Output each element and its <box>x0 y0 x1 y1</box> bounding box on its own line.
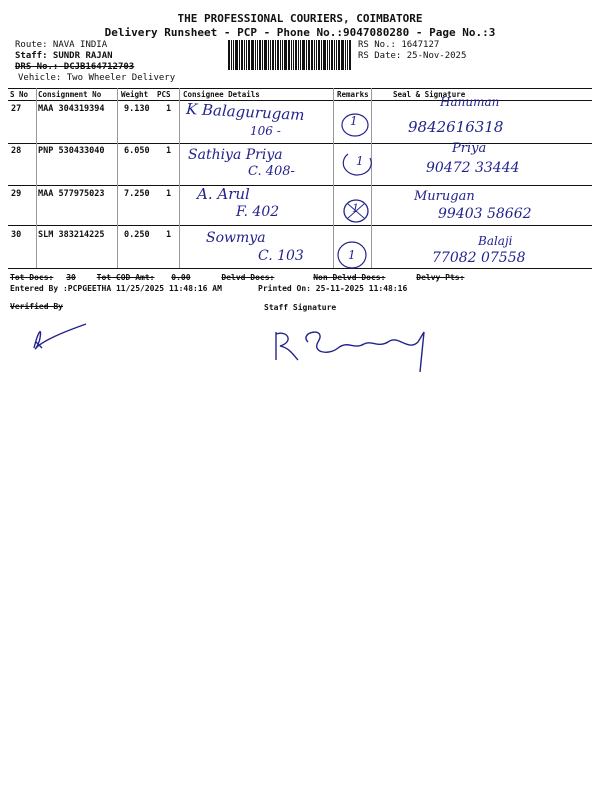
barcode-bar <box>259 40 261 70</box>
consignee-unit: C. 103 <box>258 248 304 264</box>
row-pcs: 1 <box>166 104 172 114</box>
barcode-bar <box>235 40 238 70</box>
barcode-bar <box>244 40 245 70</box>
barcode-bar <box>306 40 307 70</box>
barcode-bar <box>228 40 230 70</box>
verified-signature <box>28 318 98 358</box>
barcode-image <box>228 40 354 70</box>
row-divider <box>8 225 592 226</box>
tot-cod-label: Tot COD Amt: <box>96 273 155 282</box>
document-subtitle: Delivery Runsheet - PCP - Phone No.:9047080280 - Page No.:3 <box>104 26 496 39</box>
barcode-bar <box>323 40 326 70</box>
drs-number <box>15 62 134 72</box>
header-signature: Seal & Signature <box>393 90 466 99</box>
row-pcs: 1 <box>166 230 172 240</box>
barcode-bar <box>251 40 254 70</box>
staff-signature <box>268 312 458 374</box>
row-consignment: PNP 530433040 <box>38 146 105 156</box>
staff-label: Staff: SUNDR RAJAN <box>15 51 113 61</box>
table-bottom-rule <box>8 268 592 269</box>
barcode-bar <box>314 40 315 70</box>
column-divider <box>371 88 372 268</box>
row-sno: 28 <box>11 146 22 156</box>
barcode-bar <box>277 40 279 70</box>
delvy-pts-label: Delvy Pts: <box>416 273 465 282</box>
barcode-bar <box>268 40 269 70</box>
barcode-bar <box>288 40 290 70</box>
row-weight: 7.250 <box>124 189 150 199</box>
consignee-name: K Balagurugam <box>185 99 305 125</box>
consignee-unit: 106 - <box>250 124 281 138</box>
barcode-bar <box>349 40 351 70</box>
rs-date: RS Date: 25-Nov-2025 <box>358 51 467 61</box>
staff-signature-text <box>300 355 306 356</box>
barcode-bar <box>280 40 281 70</box>
route-label: Route: NAVA INDIA <box>15 40 108 50</box>
table-top-rule <box>8 88 592 89</box>
receiver-phone: 9842616318 <box>408 118 504 136</box>
signer-signature: Balaji <box>478 234 513 248</box>
barcode-bar <box>318 40 320 70</box>
barcode-bar <box>338 40 340 70</box>
barcode-bar <box>341 40 344 70</box>
non-delvd-docs-label: Non Delvd Docs: <box>313 273 386 282</box>
barcode-bar <box>233 40 234 70</box>
remark-value: 1 <box>350 114 358 128</box>
drs-label: DRS No.: <box>15 62 59 72</box>
barcode-bar <box>331 40 333 70</box>
barcode-bar <box>327 40 328 70</box>
barcode-bar <box>264 40 267 70</box>
barcode-bar <box>298 40 299 70</box>
consignee-unit: C. 408- <box>248 164 295 179</box>
header-consignment: Consignment No <box>38 90 102 99</box>
header-sno: S No <box>10 90 29 99</box>
barcode-bar <box>246 40 247 70</box>
delvd-docs-label: Delvd Docs: <box>221 273 275 282</box>
column-divider <box>179 88 180 268</box>
drs-value: DCJB164712703 <box>63 62 135 72</box>
consignee-unit: F. 402 <box>236 204 280 220</box>
barcode-bar <box>239 40 240 70</box>
row-weight: 0.250 <box>124 230 150 240</box>
barcode-bar <box>257 40 258 70</box>
row-divider <box>8 185 592 186</box>
receiver-phone: 77082 07558 <box>432 250 526 266</box>
header-consignee: Consignee Details <box>183 90 260 99</box>
table-header-rule <box>8 100 592 101</box>
column-divider <box>333 88 334 268</box>
barcode-bar <box>334 40 335 70</box>
row-consignment: MAA 304319394 <box>38 104 105 114</box>
header-pcs: PCS <box>157 90 171 99</box>
barcode-bar <box>282 40 283 70</box>
barcode-bar <box>291 40 292 70</box>
rs-number: RS No.: 1647127 <box>358 40 440 50</box>
barcode-bar <box>316 40 317 70</box>
barcode-bar <box>231 40 232 70</box>
row-consignment: SLM 383214225 <box>38 230 105 240</box>
row-sno: 30 <box>11 230 22 240</box>
barcode-bar <box>284 40 287 70</box>
staff-signature-label: Staff Signature <box>264 303 337 312</box>
barcode-bar <box>329 40 330 70</box>
receiver-phone: 99403 58662 <box>438 206 532 222</box>
signer-signature: Murugan <box>414 189 475 204</box>
consignee-name: Sowmya <box>206 230 266 246</box>
header-weight: Weight <box>121 90 149 99</box>
signer-signature: Hanuman <box>440 95 500 109</box>
barcode-bar <box>255 40 256 70</box>
barcode-bar <box>336 40 337 70</box>
barcode-bar <box>308 40 310 70</box>
column-divider <box>36 88 37 268</box>
row-consignment: MAA 577975023 <box>38 189 105 199</box>
barcode-bar <box>295 40 297 70</box>
barcode-bar <box>345 40 346 70</box>
header-remarks: Remarks <box>337 90 369 99</box>
signer-signature: Priya <box>452 141 487 156</box>
barcode-bar <box>241 40 243 70</box>
consignee-name: A. Arul <box>197 185 250 203</box>
printed-on: Printed On: 25-11-2025 11:48:16 <box>258 284 408 293</box>
row-sno: 29 <box>11 189 22 199</box>
remark-value: 1 <box>356 154 364 168</box>
barcode-bar <box>275 40 276 70</box>
entered-by: Entered By :PCPGEETHA 11/25/2025 11:48:16 AM <box>10 284 222 293</box>
barcode-bar <box>311 40 313 70</box>
row-weight: 6.050 <box>124 146 150 156</box>
tot-docs-label: Tot Docs: <box>10 273 54 282</box>
barcode-bar <box>302 40 305 70</box>
remark-value: 1 <box>348 248 356 262</box>
tot-cod-value: 0.00 <box>171 273 191 282</box>
barcode-bar <box>300 40 301 70</box>
barcode-bar <box>270 40 271 70</box>
remark-value: 1 <box>352 202 359 215</box>
row-pcs: 1 <box>166 146 172 156</box>
row-divider <box>8 143 592 144</box>
barcode-bar <box>262 40 263 70</box>
barcode-bar <box>347 40 348 70</box>
tot-docs-value: 30 <box>66 273 76 282</box>
totals-line <box>10 273 464 282</box>
barcode-bar <box>321 40 322 70</box>
consignee-name: Sathiya Priya <box>188 147 283 163</box>
vehicle-label: Vehicle: Two Wheeler Delivery <box>18 73 176 83</box>
receiver-phone: 90472 33444 <box>426 160 520 176</box>
barcode-bar <box>293 40 294 70</box>
barcode-bar <box>248 40 250 70</box>
column-divider <box>117 88 118 268</box>
verified-by-label: Verified By <box>10 302 63 311</box>
document-title: THE PROFESSIONAL COURIERS, COIMBATORE <box>177 12 423 25</box>
row-sno: 27 <box>11 104 22 114</box>
row-pcs: 1 <box>166 189 172 199</box>
barcode-bar <box>272 40 274 70</box>
row-weight: 9.130 <box>124 104 150 114</box>
